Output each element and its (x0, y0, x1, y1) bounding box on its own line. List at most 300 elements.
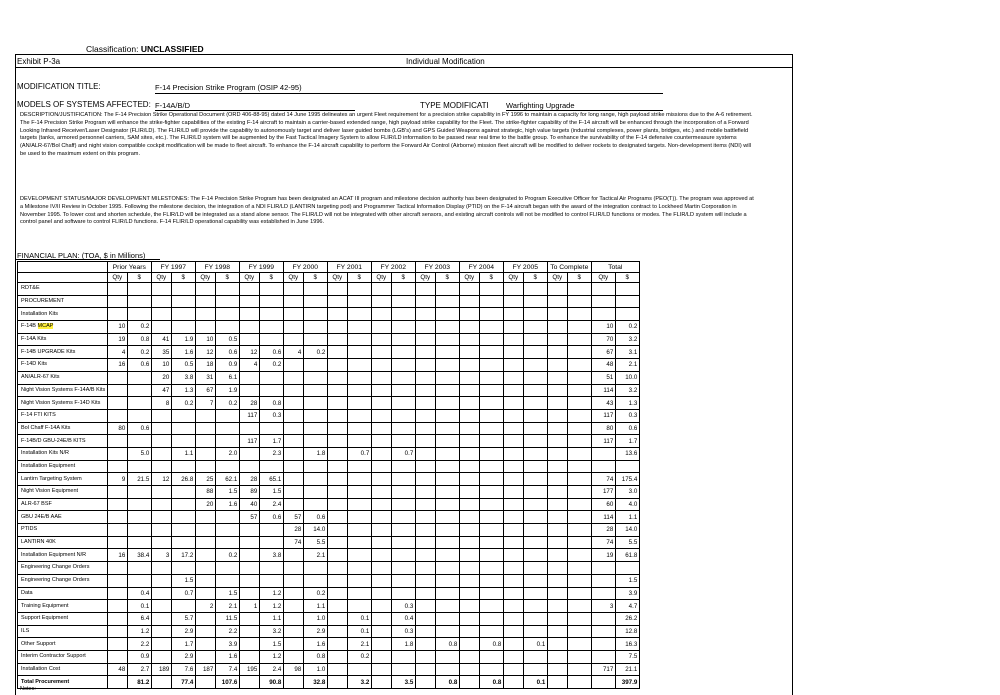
amount-cell (392, 422, 416, 435)
qty-cell (416, 295, 436, 308)
qty-cell (460, 574, 480, 587)
amount-cell (128, 486, 152, 499)
amount-cell (436, 460, 460, 473)
qty-cell (460, 676, 480, 689)
qty-cell (284, 371, 304, 384)
amount-cell: 0.3 (392, 625, 416, 638)
amount-cell: 1.2 (260, 650, 284, 663)
row-label: Data (18, 587, 108, 600)
amount-cell: 11.5 (216, 612, 240, 625)
row-label: Total Procurement (18, 676, 108, 689)
qty-cell (328, 409, 348, 422)
financial-label-underline (15, 259, 160, 260)
type-modification-value: Warfighting Upgrade (506, 101, 575, 110)
qty-cell (416, 574, 436, 587)
amount-cell: 0.2 (216, 397, 240, 410)
qty-cell (108, 612, 128, 625)
year-header: FY 2000 (284, 262, 328, 273)
amount-cell: 0.3 (616, 409, 640, 422)
year-header: Prior Years (108, 262, 152, 273)
qty-cell (416, 511, 436, 524)
qty-cell (108, 498, 128, 511)
qty-cell (152, 562, 172, 575)
row-label: PTIDS (18, 524, 108, 537)
amount-cell (480, 333, 504, 346)
amount-cell (304, 435, 328, 448)
amount-cell (392, 371, 416, 384)
amount-cell: 1.1 (304, 600, 328, 613)
amount-cell (436, 524, 460, 537)
qty-cell (108, 536, 128, 549)
amount-cell: 107.6 (216, 676, 240, 689)
amount-cell: 1.6 (216, 650, 240, 663)
amount-cell: 0.3 (260, 409, 284, 422)
qty-cell: 35 (152, 346, 172, 359)
amount-cell (568, 409, 592, 422)
table-row (18, 384, 640, 397)
amount-cell (304, 498, 328, 511)
table-row (18, 447, 640, 460)
amount-cell (436, 359, 460, 372)
qty-cell: 70 (592, 333, 616, 346)
qty-cell (196, 283, 216, 296)
amount-cell (568, 650, 592, 663)
amount-cell (480, 447, 504, 460)
amount-cell (392, 536, 416, 549)
qty-cell (548, 625, 568, 638)
table-row (18, 460, 640, 473)
amount-cell (172, 321, 196, 334)
qty-cell (240, 321, 260, 334)
qty-cell: 12 (240, 346, 260, 359)
qty-cell (460, 511, 480, 524)
amount-cell (216, 460, 240, 473)
header-blank-cell (18, 262, 108, 273)
amount-cell (216, 562, 240, 575)
qty-cell (108, 574, 128, 587)
table-row (18, 422, 640, 435)
amount-cell (524, 574, 548, 587)
qty-cell (548, 283, 568, 296)
classification-value: UNCLASSIFIED (140, 44, 204, 54)
table-row (18, 359, 640, 372)
amount-cell (172, 283, 196, 296)
qty-cell: 3 (152, 549, 172, 562)
amount-cell: 81.2 (128, 676, 152, 689)
qty-cell (372, 612, 392, 625)
table-row (18, 283, 640, 296)
amount-cell: 7.4 (216, 663, 240, 676)
qty-cell (460, 536, 480, 549)
qty-header: Qty (372, 273, 392, 283)
amount-cell (524, 650, 548, 663)
row-label: Night Vision Systems F-14D Kits (18, 397, 108, 410)
amount-cell (616, 308, 640, 321)
amount-cell (128, 562, 152, 575)
qty-cell (196, 650, 216, 663)
qty-cell (504, 612, 524, 625)
qty-cell (416, 333, 436, 346)
amount-cell: 5.5 (616, 536, 640, 549)
qty-cell (152, 321, 172, 334)
row-label: Interim Contractor Support (18, 650, 108, 663)
amount-cell (304, 473, 328, 486)
qty-cell (504, 295, 524, 308)
qty-cell (372, 625, 392, 638)
qty-cell: 117 (592, 435, 616, 448)
qty-cell (108, 397, 128, 410)
amount-cell: 1.5 (172, 574, 196, 587)
qty-cell (548, 371, 568, 384)
amount-cell (480, 574, 504, 587)
row-label: F-14 FTI KITS (18, 409, 108, 422)
qty-cell (284, 486, 304, 499)
amount-cell (436, 587, 460, 600)
qty-cell: 114 (592, 511, 616, 524)
qty-cell (284, 308, 304, 321)
amount-cell (348, 422, 372, 435)
qty-cell (548, 333, 568, 346)
amount-cell: 3.8 (260, 549, 284, 562)
dollar-header: $ (480, 273, 504, 283)
qty-cell (284, 321, 304, 334)
amount-cell: 0.6 (260, 346, 284, 359)
amount-cell (392, 587, 416, 600)
amount-cell (348, 321, 372, 334)
qty-cell: 4 (108, 346, 128, 359)
amount-cell (480, 612, 504, 625)
amount-cell (524, 447, 548, 460)
qty-cell (108, 486, 128, 499)
amount-cell (216, 524, 240, 537)
type-modification-label: TYPE MODIFICATI (420, 101, 489, 110)
qty-cell (108, 600, 128, 613)
qty-cell (372, 663, 392, 676)
qty-cell (328, 308, 348, 321)
qty-cell (548, 676, 568, 689)
qty-cell: 47 (152, 384, 172, 397)
amount-cell (260, 422, 284, 435)
row-label: F-14A Kits (18, 333, 108, 346)
amount-cell (480, 409, 504, 422)
qty-cell: 2 (196, 600, 216, 613)
amount-cell (480, 625, 504, 638)
amount-cell: 2.2 (128, 638, 152, 651)
qty-header: Qty (416, 273, 436, 283)
amount-cell (348, 359, 372, 372)
qty-header: Qty (108, 273, 128, 283)
amount-cell (524, 511, 548, 524)
dollar-header: $ (436, 273, 460, 283)
amount-cell: 1.8 (304, 447, 328, 460)
qty-cell (372, 346, 392, 359)
qty-cell: 4 (240, 359, 260, 372)
amount-cell (436, 435, 460, 448)
amount-cell (480, 308, 504, 321)
qty-cell (504, 587, 524, 600)
amount-cell (616, 460, 640, 473)
amount-cell: 1.7 (260, 435, 284, 448)
qty-cell (548, 295, 568, 308)
amount-cell (304, 574, 328, 587)
amount-cell (524, 473, 548, 486)
qty-cell: 74 (592, 536, 616, 549)
amount-cell (128, 524, 152, 537)
row-label: Engineering Change Orders (18, 574, 108, 587)
qty-cell (460, 650, 480, 663)
qty-cell (372, 638, 392, 651)
table-row (18, 663, 640, 676)
qty-cell (460, 587, 480, 600)
table-row (18, 612, 640, 625)
qty-cell (548, 359, 568, 372)
qty-cell: 717 (592, 663, 616, 676)
row-label: Training Equipment (18, 600, 108, 613)
qty-cell: 25 (196, 473, 216, 486)
qty-cell (328, 625, 348, 638)
amount-cell (480, 562, 504, 575)
qty-cell (108, 283, 128, 296)
qty-cell (504, 549, 524, 562)
amount-cell (348, 397, 372, 410)
amount-cell (480, 663, 504, 676)
amount-cell (568, 397, 592, 410)
qty-cell (416, 460, 436, 473)
amount-cell (480, 371, 504, 384)
qty-cell (284, 333, 304, 346)
year-header: FY 2005 (504, 262, 548, 273)
qty-header: Qty (240, 273, 260, 283)
amount-cell: 1.8 (392, 638, 416, 651)
qty-cell (108, 638, 128, 651)
table-row (18, 409, 640, 422)
type-underline (506, 110, 663, 111)
row-label: Engineering Change Orders (18, 562, 108, 575)
amount-cell (436, 409, 460, 422)
qty-cell (460, 524, 480, 537)
dollar-header: $ (524, 273, 548, 283)
amount-cell (392, 650, 416, 663)
qty-cell: 28 (240, 473, 260, 486)
qty-cell (416, 435, 436, 448)
qty-cell (152, 409, 172, 422)
qty-cell (196, 422, 216, 435)
qty-cell (416, 663, 436, 676)
qty-cell (328, 346, 348, 359)
amount-cell (524, 422, 548, 435)
amount-cell (524, 663, 548, 676)
qty-cell: 67 (592, 346, 616, 359)
dollar-header: $ (348, 273, 372, 283)
models-affected-label: MODELS OF SYSTEMS AFFECTED: (17, 100, 151, 109)
qty-cell (328, 562, 348, 575)
amount-cell: 1.5 (616, 574, 640, 587)
amount-cell (436, 562, 460, 575)
qty-cell (152, 600, 172, 613)
qty-cell (240, 650, 260, 663)
qty-cell: 57 (240, 511, 260, 524)
qty-cell (196, 524, 216, 537)
qty-cell (504, 371, 524, 384)
amount-cell (480, 511, 504, 524)
amount-cell: 0.8 (304, 650, 328, 663)
amount-cell (436, 511, 460, 524)
modification-title-value: F-14 Precision Strike Program (OSIP 42-95) (155, 83, 302, 92)
qty-cell (460, 460, 480, 473)
notes-label: Notes: (20, 686, 36, 692)
amount-cell (392, 384, 416, 397)
amount-cell: 0.5 (172, 359, 196, 372)
amount-cell: 62.1 (216, 473, 240, 486)
qty-cell: 20 (196, 498, 216, 511)
table-row (18, 486, 640, 499)
amount-cell (304, 283, 328, 296)
qty-cell (416, 638, 436, 651)
qty-cell (240, 308, 260, 321)
amount-cell (436, 486, 460, 499)
amount-cell: 6.4 (128, 612, 152, 625)
amount-cell (392, 346, 416, 359)
amount-cell: 0.2 (172, 397, 196, 410)
amount-cell: 61.8 (616, 549, 640, 562)
qty-cell (108, 625, 128, 638)
amount-cell (480, 346, 504, 359)
qty-cell (592, 650, 616, 663)
qty-cell (504, 600, 524, 613)
amount-cell: 2.2 (216, 625, 240, 638)
qty-cell (196, 460, 216, 473)
qty-cell (240, 612, 260, 625)
amount-cell (348, 587, 372, 600)
qty-cell: 20 (152, 371, 172, 384)
qty-cell (504, 384, 524, 397)
qty-cell (196, 295, 216, 308)
qty-cell (196, 676, 216, 689)
table-row (18, 587, 640, 600)
amount-cell (524, 536, 548, 549)
amount-cell (480, 473, 504, 486)
amount-cell (216, 511, 240, 524)
qty-cell (416, 308, 436, 321)
qty-cell (504, 574, 524, 587)
qty-cell (328, 511, 348, 524)
amount-cell (524, 308, 548, 321)
amount-cell: 2.9 (304, 625, 328, 638)
amount-cell (172, 409, 196, 422)
qty-header: Qty (592, 273, 616, 283)
amount-cell (348, 295, 372, 308)
qty-cell (460, 486, 480, 499)
qty-cell (592, 574, 616, 587)
qty-cell (152, 308, 172, 321)
amount-cell: 0.3 (392, 600, 416, 613)
amount-cell: 3.9 (616, 587, 640, 600)
amount-cell (436, 447, 460, 460)
qty-cell (504, 536, 524, 549)
qty-cell (196, 409, 216, 422)
qty-cell: 19 (592, 549, 616, 562)
qty-cell (328, 524, 348, 537)
qty-cell (416, 283, 436, 296)
qty-cell: 31 (196, 371, 216, 384)
qty-cell (460, 295, 480, 308)
qty-cell (240, 460, 260, 473)
qty-cell: 187 (196, 663, 216, 676)
qty-cell (416, 346, 436, 359)
amount-cell (568, 295, 592, 308)
amount-cell: 1.2 (260, 587, 284, 600)
year-header-row (18, 262, 640, 273)
qty-cell (460, 473, 480, 486)
qty-cell: 89 (240, 486, 260, 499)
amount-cell (216, 409, 240, 422)
amount-cell (392, 663, 416, 676)
amount-cell (216, 283, 240, 296)
amount-cell (436, 549, 460, 562)
qty-cell (416, 397, 436, 410)
qty-cell (284, 359, 304, 372)
qty-cell (460, 333, 480, 346)
table-row (18, 524, 640, 537)
qty-cell (372, 486, 392, 499)
qty-cell (548, 638, 568, 651)
amount-cell (392, 397, 416, 410)
qty-cell (460, 409, 480, 422)
modification-title-label: MODIFICATION TITLE: (17, 82, 101, 91)
qty-cell (416, 562, 436, 575)
amount-cell (524, 283, 548, 296)
qty-cell (152, 625, 172, 638)
table-row (18, 308, 640, 321)
amount-cell: 0.2 (348, 650, 372, 663)
qty-cell (504, 435, 524, 448)
qty-cell (548, 473, 568, 486)
qty-cell (152, 574, 172, 587)
row-label: Installation Kits (18, 308, 108, 321)
amount-cell (348, 460, 372, 473)
exhibit-number: Exhibit P-3a (17, 57, 61, 66)
qty-cell (152, 524, 172, 537)
qty-cell: 28 (592, 524, 616, 537)
amount-cell (568, 663, 592, 676)
amount-cell: 2.9 (172, 625, 196, 638)
amount-cell (524, 384, 548, 397)
amount-cell (524, 562, 548, 575)
qty-cell (548, 587, 568, 600)
amount-cell: 0.5 (216, 333, 240, 346)
qty-cell (460, 346, 480, 359)
qty-cell (504, 625, 524, 638)
amount-cell (480, 460, 504, 473)
qty-cell (284, 447, 304, 460)
amount-cell (392, 333, 416, 346)
qty-cell (416, 498, 436, 511)
qty-cell (240, 587, 260, 600)
amount-cell (348, 384, 372, 397)
qty-cell (548, 600, 568, 613)
amount-cell: 0.1 (128, 600, 152, 613)
qty-header: Qty (284, 273, 304, 283)
amount-cell (216, 308, 240, 321)
qty-cell (108, 511, 128, 524)
amount-cell: 1.2 (260, 600, 284, 613)
amount-cell (436, 371, 460, 384)
amount-cell: 0.9 (128, 650, 152, 663)
qty-cell (108, 295, 128, 308)
amount-cell (568, 384, 592, 397)
amount-cell (524, 397, 548, 410)
amount-cell (348, 486, 372, 499)
